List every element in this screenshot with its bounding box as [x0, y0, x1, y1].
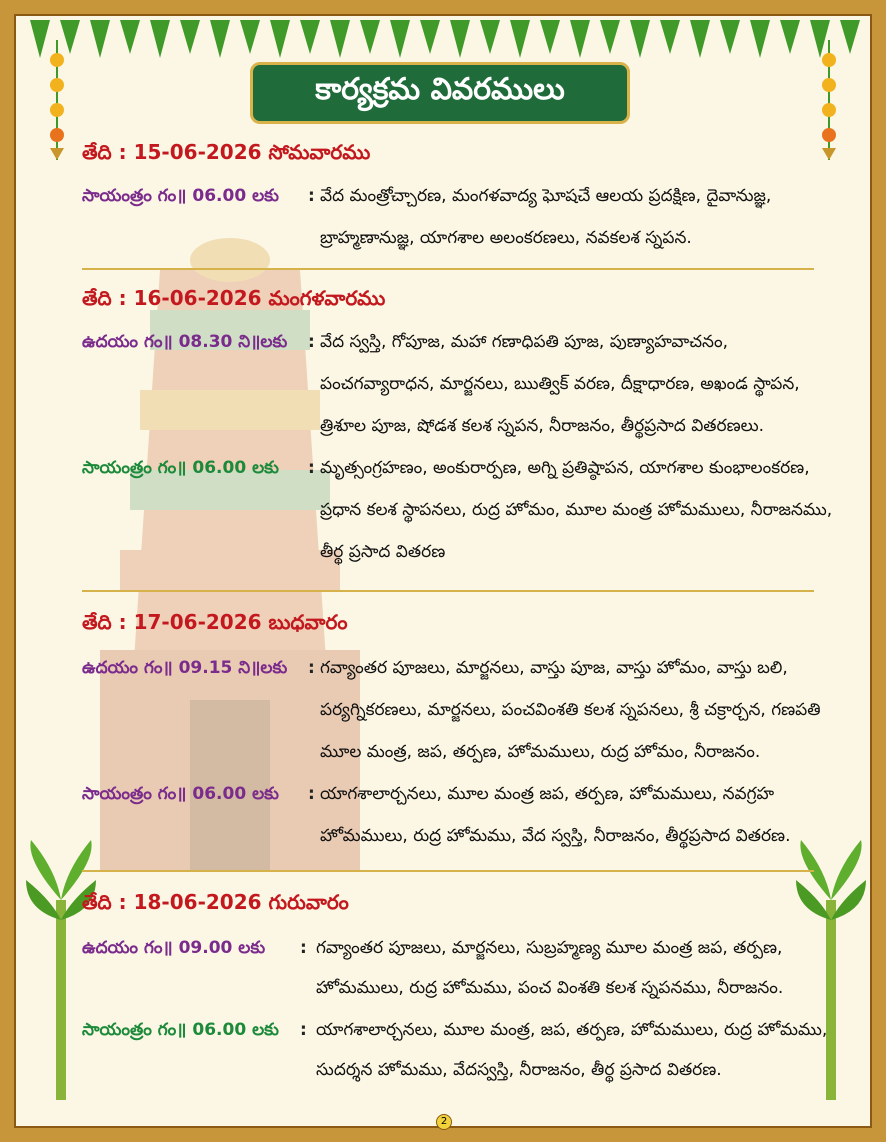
date-heading: తేది : 17-06-2026 బుధవారం: [82, 610, 348, 634]
time-label: సాయంత్రం గం॥ 06.00 లకు: [82, 784, 279, 804]
date-heading: తేది : 15-06-2026 సోమవారము: [82, 140, 371, 164]
program-line: త్రిశూల పూజ, షోడశ కలశ స్నపన, నీరాజనం, తీర్థప్రసాద వితరణలు.: [320, 416, 764, 436]
colon: :: [300, 1020, 307, 1040]
left-flower-garland: [42, 40, 72, 160]
program-line: సుదర్శన హోమము, వేదస్వస్తి, నీరాజనం, తీర్థ ప్రసాద వితరణ.: [316, 1060, 722, 1080]
program-line: యాగశాలార్చనలు, మూల మంత్ర, జప, తర్పణ, హోమములు, రుద్ర హోమము,: [316, 1020, 828, 1040]
time-label: ఉదయం గం॥ 09.15 ని॥లకు: [82, 658, 288, 678]
colon: :: [308, 332, 315, 352]
time-label: సాయంత్రం గం॥ 06.00 లకు: [82, 1020, 279, 1040]
colon: :: [308, 658, 315, 678]
page-title-banner: [250, 62, 630, 124]
time-label: ఉదయం గం॥ 08.30 ని॥లకు: [82, 332, 288, 352]
right-banana-plant: [796, 840, 866, 1100]
program-line: పంచగవ్యారాధన, మార్జనలు, ఋత్విక్ వరణ, దీక్షాధారణ, అఖండ స్థాపన,: [320, 374, 800, 394]
date-heading: తేది : 16-06-2026 మంగళవారము: [82, 286, 386, 310]
page-title: కార్యక్రమ వివరములు: [315, 72, 565, 107]
time-label: ఉదయం గం॥ 09.00 లకు: [82, 938, 266, 958]
program-line: గవ్యాంతర పూజలు, మార్జనలు, సుబ్రహ్మణ్య మూల మంత్ర జప, తర్పణ,: [316, 938, 783, 958]
mango-leaf-toran: [20, 20, 866, 60]
time-label: సాయంత్రం గం॥ 06.00 లకు: [82, 186, 279, 206]
program-line: హోమములు, రుద్ర హోమము, వేద స్వస్తి, నీరాజనం, తీర్థప్రసాద వితరణ.: [320, 826, 791, 846]
colon: :: [308, 784, 315, 804]
program-line: ప్రధాన కలశ స్థాపనలు, రుద్ర హోమం, మూల మంత్ర హోమములు, నీరాజనము,: [320, 500, 833, 520]
section-divider: [82, 870, 814, 872]
program-line: గవ్యాంతర పూజలు, మార్జనలు, వాస్తు పూజ, వాస్తు హోమం, వాస్తు బలి,: [320, 658, 788, 678]
page-number: 2: [436, 1114, 452, 1130]
program-line: పర్యగ్నికరణలు, మార్జనలు, పంచవింశతి కలశ స్నపనలు, శ్రీ చక్రార్చన, గణపతి: [320, 700, 821, 720]
right-flower-garland: [814, 40, 844, 160]
time-label: సాయంత్రం గం॥ 06.00 లకు: [82, 458, 279, 478]
program-line: హోమములు, రుద్ర హోమము, పంచ వింశతి కలశ స్నపనము, నీరాజనం.: [316, 978, 784, 998]
program-line: యాగశాలార్చనలు, మూల మంత్ర జప, తర్పణ, హోమములు, నవగ్రహ: [320, 784, 775, 804]
colon: :: [300, 938, 307, 958]
colon: :: [308, 186, 315, 206]
program-line: తీర్థ ప్రసాద వితరణ: [320, 542, 446, 562]
program-line: మూల మంత్ర, జప, తర్పణ, హోమములు, రుద్ర హోమం, నీరాజనం.: [320, 742, 761, 762]
program-line: వేద స్వస్తి, గోపూజ, మహా గణాధిపతి పూజ, పుణ్యాహవాచనం,: [320, 332, 729, 352]
section-divider: [82, 268, 814, 270]
section-divider: [82, 590, 814, 592]
left-banana-plant: [26, 840, 96, 1100]
program-line: వేద మంత్రోచ్చారణ, మంగళవాద్య ఘోషచే ఆలయ ప్రదక్షిణ, దైవానుజ్ఞ,: [320, 186, 772, 206]
program-line: బ్రాహ్మణానుజ్ఞ, యాగశాల అలంకరణలు, నవకలశ స్నపన.: [320, 228, 692, 248]
colon: :: [308, 458, 315, 478]
date-heading: తేది : 18-06-2026 గురువారం: [82, 890, 349, 914]
program-line: మృత్సంగ్రహణం, అంకురార్పణ, అగ్ని ప్రతిష్ఠాపన, యాగశాల కుంభాలంకరణ,: [320, 458, 810, 478]
